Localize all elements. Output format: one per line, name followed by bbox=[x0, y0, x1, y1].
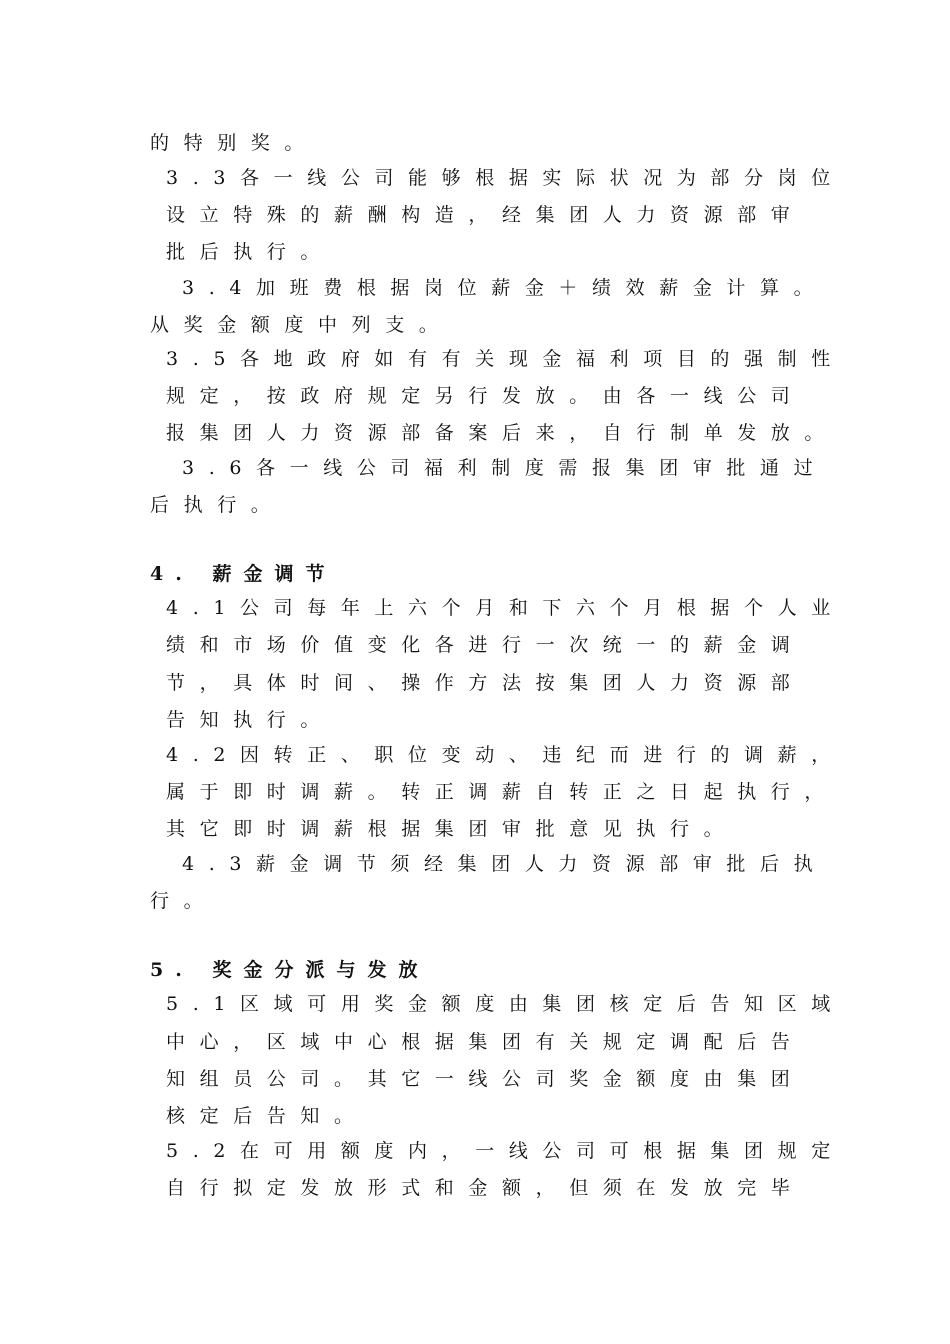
section-heading: 4. 薪金调节 bbox=[150, 563, 337, 585]
text-line: 5.1区域可用奖金额度由集团核定后告知区域 bbox=[166, 993, 845, 1015]
text-line: 3.5各地政府如有有关现金福利项目的强制性 bbox=[166, 348, 845, 370]
text-line: 规定，按政府规定另行发放。由各一线公司 bbox=[166, 385, 805, 407]
text-line: 批后执行。 bbox=[166, 241, 335, 263]
text-line: 知组员公司。其它一线公司奖金额度由集团 bbox=[166, 1068, 805, 1090]
text-line: 报集团人力资源部备案后来，自行制单发放。 bbox=[166, 422, 839, 444]
text-line: 设立特殊的薪酬构造，经集团人力资源部审 bbox=[166, 204, 805, 226]
text-line: 绩和市场价值变化各进行一次统一的薪金调 bbox=[166, 634, 805, 656]
text-line: 告知执行。 bbox=[166, 709, 335, 731]
text-line: 中心，区域中心根据集团有关规定调配后告 bbox=[166, 1031, 805, 1053]
text-line: 3.3各一线公司能够根据实际状况为部分岗位 bbox=[166, 167, 845, 189]
text-line: 核定后告知。 bbox=[166, 1105, 368, 1127]
text-line: 从奖金额度中列支。 bbox=[150, 314, 453, 336]
text-line: 的特别奖。 bbox=[150, 132, 319, 154]
text-line: 行。 bbox=[150, 890, 218, 912]
text-line: 自行拟定发放形式和金额，但须在发放完毕 bbox=[166, 1177, 805, 1199]
text-line: 其它即时调薪根据集团审批意见执行。 bbox=[166, 818, 738, 840]
text-line: 后执行。 bbox=[150, 494, 285, 516]
text-line: 属于即时调薪。转正调薪自转正之日起执行， bbox=[166, 781, 839, 803]
section-heading: 5. 奖金分派与发放 bbox=[150, 959, 430, 981]
text-line: 节，具体时间、操作方法按集团人力资源部 bbox=[166, 672, 805, 694]
text-line: 3.4加班费根据岗位薪金＋绩效薪金计算。 bbox=[182, 277, 828, 299]
text-line: 4.2因转正、职位变动、违纪而进行的调薪， bbox=[166, 744, 845, 766]
text-line: 3.6各一线公司福利制度需报集团审批通过 bbox=[182, 457, 828, 479]
text-line: 5.2在可用额度内，一线公司可根据集团规定 bbox=[166, 1140, 845, 1162]
text-line: 4.1公司每年上六个月和下六个月根据个人业 bbox=[166, 597, 845, 619]
text-line: 4.3薪金调节须经集团人力资源部审批后执 bbox=[182, 853, 828, 875]
